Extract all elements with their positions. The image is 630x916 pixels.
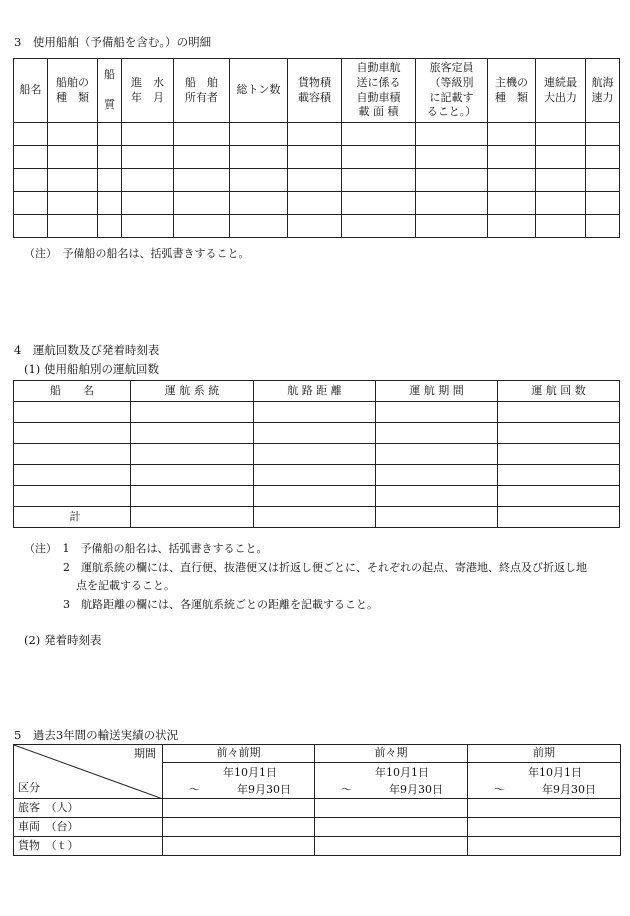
table-row — [14, 192, 620, 215]
header-gross-tonnage: 総トン数 — [230, 59, 288, 123]
table-row — [14, 818, 621, 837]
total-label: 計 — [14, 507, 131, 528]
header-operation-period: 運 航 期 間 — [376, 381, 498, 402]
header-max-output: 連続最 大出力 — [536, 59, 586, 123]
table-row — [14, 169, 620, 192]
section-4-note-1: （注） 1 予備船の船名は、括弧書きすること。 — [24, 542, 268, 555]
table-row — [14, 799, 621, 818]
header-vessel-name: 船名 — [14, 59, 48, 123]
header-main-engine-type: 主機の 種 類 — [488, 59, 536, 123]
table-row — [14, 486, 620, 507]
header-route-system: 運 航 系 統 — [131, 381, 254, 402]
header-vessel-type: 船舶の 種 類 — [48, 59, 98, 123]
section-4-sub1: (1) 使用船舶別の運航回数 — [24, 362, 159, 376]
row-label-passengers: 旅客 （人） — [14, 799, 163, 818]
section-4-title: 4 運航回数及び発着時刻表 — [14, 343, 160, 357]
table-row — [14, 465, 620, 486]
section-4-note-2: 2 運航系統の欄には、直行便、抜港便又は折返し便ごとに、それぞれの起点、寄港地、終点及び折返し地 — [63, 561, 587, 574]
table-row — [14, 444, 620, 465]
header-vehicle-deck-area: 自動車航 送に係る 自動車積 載 面 積 — [342, 59, 416, 123]
header-hull-material: 船 質 — [98, 59, 122, 123]
table-row — [14, 423, 620, 444]
header-vessel-owner: 船 舶 所有者 — [174, 59, 230, 123]
section-4-note-3: 3 航路距離の欄には、各運航系統ごとの距離を記載すること。 — [63, 598, 378, 611]
table-row — [14, 123, 620, 146]
section-3-title: 3 使用船舶（予備船を含む。）の明細 — [14, 35, 212, 49]
period-name-2: 前期 — [468, 745, 621, 763]
section-3-note: （注） 予備船の船名は、括弧書きすること。 — [24, 247, 250, 260]
vessel-spec-table — [13, 58, 620, 238]
header-operation-count: 運 航 回 数 — [498, 381, 620, 402]
period-name-0: 前々前期 — [163, 745, 315, 763]
total-row — [14, 507, 620, 528]
row-label-cargo: 貨物 （ｔ） — [14, 837, 163, 856]
corner-cell — [14, 745, 163, 799]
period-range-2: 年10月1日 〜 年9月30日 — [468, 763, 621, 799]
header-ship-name: 船 名 — [14, 381, 131, 402]
corner-category-label: 区分 — [18, 781, 40, 795]
section-5-title: 5 過去3年間の輸送実績の状況 — [14, 728, 179, 742]
period-name-1: 前々期 — [315, 745, 468, 763]
table-row — [14, 215, 620, 238]
header-sea-speed: 航海 速力 — [586, 59, 620, 123]
section-4-note-2-cont: 点を記載すること。 — [76, 579, 175, 592]
header-launch-date: 進 水 年 月 — [122, 59, 174, 123]
header-route-distance: 航 路 距 離 — [254, 381, 376, 402]
row-label-vehicles: 車両 （台） — [14, 818, 163, 837]
transport-record-table — [13, 744, 620, 856]
period-range-1: 年10月1日 〜 年9月30日 — [315, 763, 468, 799]
header-passenger-capacity: 旅客定員 （等級別 に記載す ること。） — [416, 59, 488, 123]
table-row — [14, 837, 621, 856]
corner-period-label: 期間 — [134, 747, 156, 760]
table-row — [14, 146, 620, 169]
table-row — [14, 402, 620, 423]
header-cargo-capacity: 貨物積 載容積 — [288, 59, 342, 123]
operation-count-table — [13, 380, 620, 528]
period-range-0: 年10月1日 〜 年9月30日 — [163, 763, 315, 799]
section-4-sub2: (2) 発着時刻表 — [24, 633, 102, 647]
